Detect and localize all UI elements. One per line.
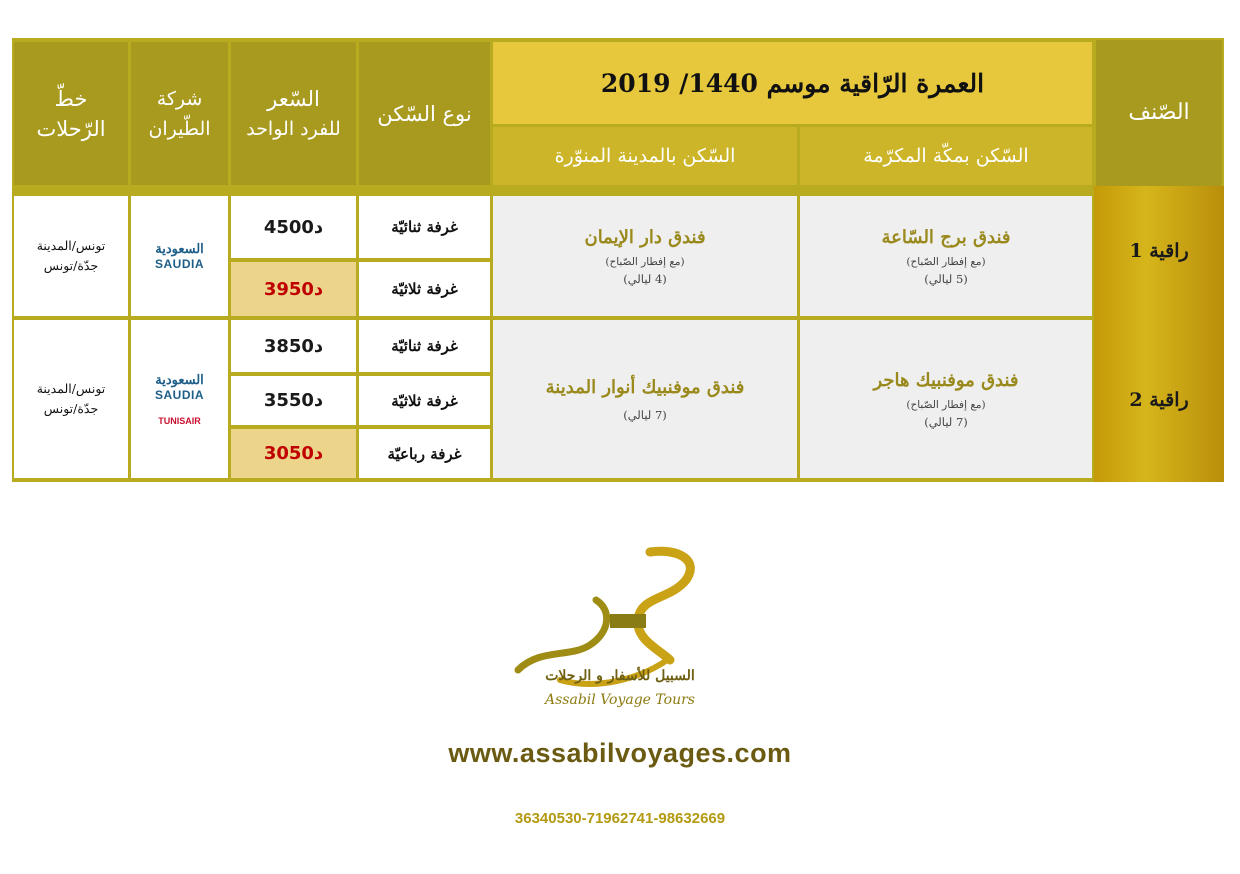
header-price	[231, 42, 356, 185]
row2-medina-hotel	[493, 320, 797, 478]
row1-route-line2: جدّة/تونس	[43, 258, 99, 273]
header-category	[1096, 40, 1222, 186]
row1-price-triple	[231, 262, 356, 316]
row2-category	[1096, 320, 1222, 480]
row1-mecca-hotel	[800, 196, 1092, 316]
row1-price-double-value: 4500د	[263, 216, 324, 238]
row1-price-triple-value: 3950د	[263, 278, 324, 300]
row1-medina-nights: (4 ليالي)	[623, 271, 667, 286]
header-medina	[493, 127, 797, 185]
row2-price-quad-value: 3050د	[263, 443, 324, 464]
row2-route-line2: جدّة/تونس	[43, 401, 99, 416]
row1-price-double	[231, 196, 356, 258]
row2-room-double	[359, 320, 490, 372]
row2-mecca-breakfast: (مع إفطار الصّباح)	[906, 398, 986, 411]
row2-price-triple	[231, 376, 356, 425]
logo-name-en: Assabil Voyage Tours	[545, 692, 695, 708]
header-room-type	[359, 42, 490, 185]
row2-route	[14, 320, 128, 478]
logo-name-ar: السبيل للأسفار و الرحلات	[545, 668, 695, 684]
row2-medina-name: فندق موفنبيك أنوار المدينة	[545, 376, 745, 398]
row1-airline-logo: SAUDIA	[155, 256, 205, 271]
table-title: العمرة الرّاقية موسم 1440/ 2019	[600, 68, 985, 98]
row1-mecca-nights: (5 ليالي)	[924, 271, 968, 286]
row2-price-double	[231, 320, 356, 372]
row2-mecca-name: فندق موفنبيك هاجر	[873, 369, 1019, 391]
row2-airline	[131, 320, 228, 478]
row2-category-label: راقية 2	[1129, 389, 1189, 411]
row2-airline-ar: السعودية	[155, 372, 204, 388]
header-airline	[131, 42, 228, 185]
row1-room-double-label: غرفة ثنائيّة	[391, 218, 458, 236]
row1-category	[1096, 186, 1222, 316]
row1-mecca-name: فندق برج السّاعة	[881, 226, 1011, 248]
header-route	[14, 42, 128, 185]
row2-medina-nights: (7 ليالي)	[623, 407, 667, 422]
row1-route	[14, 196, 128, 316]
header-price-line1: السّعر	[267, 86, 320, 111]
row1-room-triple-label: غرفة ثلاثيّة	[391, 280, 458, 298]
row1-medina-hotel	[493, 196, 797, 316]
row2-route-line1: تونس/المدينة	[36, 381, 106, 396]
header-price-line2: للفرد الواحد	[246, 117, 341, 140]
row1-category-label: راقية 1	[1129, 240, 1189, 262]
row2-room-triple	[359, 376, 490, 425]
row2-price-double-value: 3850د	[263, 335, 324, 357]
row2-room-quad	[359, 429, 490, 478]
website-url[interactable]: www.assabilvoyages.com	[448, 738, 792, 768]
header-room-type-label: نوع السّكن	[377, 101, 472, 126]
header-route-line2: الرّحلات	[36, 116, 106, 141]
row2-airline-logo: SAUDIA	[155, 387, 205, 402]
row1-airline-ar: السعودية	[155, 241, 204, 257]
row2-price-quad	[231, 429, 356, 478]
row2-airline2-logo: TUNISAIR	[158, 415, 201, 426]
row2-room-triple-label: غرفة ثلاثيّة	[391, 391, 458, 410]
row2-room-double-label: غرفة ثنائيّة	[391, 337, 458, 355]
header-medina-label: السّكن بالمدينة المنوّرة	[554, 145, 736, 167]
row1-mecca-breakfast: (مع إفطار الصّباح)	[906, 255, 986, 268]
row1-room-double	[359, 196, 490, 258]
company-logo	[500, 540, 740, 720]
row1-airline	[131, 196, 228, 316]
row2-mecca-nights: (7 ليالي)	[924, 414, 968, 429]
header-mecca	[800, 127, 1092, 185]
row1-medina-breakfast: (مع إفطار الصّباح)	[605, 255, 685, 268]
row1-medina-name: فندق دار الإيمان	[584, 226, 706, 248]
header-mecca-label: السّكن بمكّة المكرّمة	[863, 145, 1029, 167]
header-category-label: الصّنف	[1128, 100, 1190, 125]
row2-room-quad-label: غرفة رباعيّة	[387, 444, 462, 463]
table-title-box	[493, 42, 1092, 124]
row1-room-triple	[359, 262, 490, 316]
row2-price-triple-value: 3550د	[263, 390, 324, 411]
header-airline-line2: الطّيران	[148, 117, 211, 140]
row1-route-line1: تونس/المدينة	[36, 238, 106, 253]
header-airline-line1: شركة	[156, 87, 203, 110]
row2-mecca-hotel	[800, 320, 1092, 478]
header-route-line1: خطّ	[54, 86, 88, 111]
phone-numbers: 36340530-71962741-98632669	[514, 810, 726, 827]
